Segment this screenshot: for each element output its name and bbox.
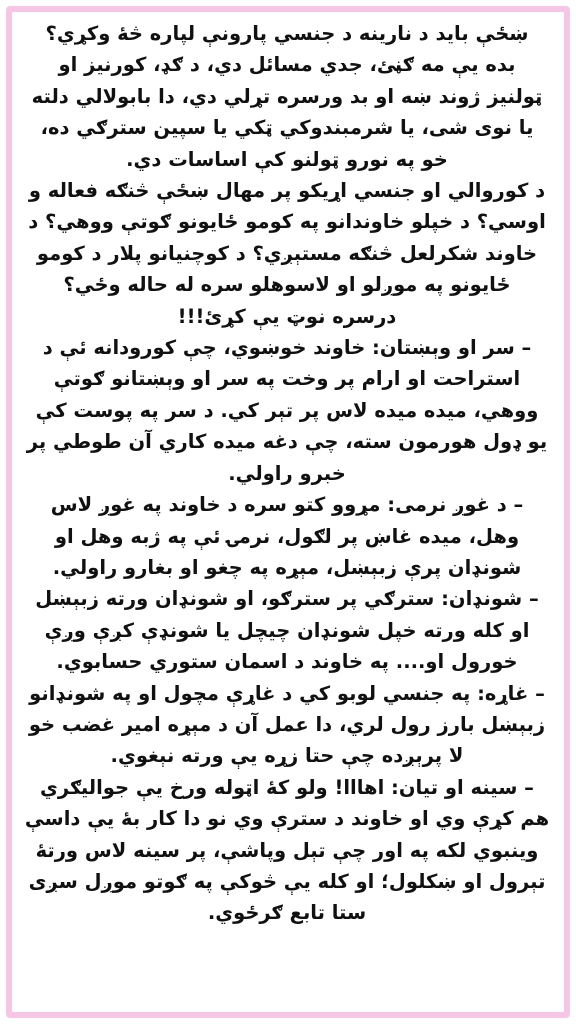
text-line: استراحت او ارام پر وخت په سر او وېښتانو ګوتې [53, 367, 521, 391]
text-line: یو ډول هورمون سته، چې دغه میده کاري آن طوطي پر [26, 430, 548, 454]
text-line: تېرول او ښکلول؛ او کله یې څوکې په ګوتو موږل سږی [28, 869, 546, 893]
text-line: شونډان پرې زبېښل، مېړه په چغو او بغارو راولي. [52, 555, 522, 579]
text-line: – شونډان: سترګي پر سترګو، او شونډان ورته زبېښل [35, 587, 539, 611]
text-line: هم کړې وي او خاوند د سترې وي نو دا کار بۀ یې داسې [24, 807, 550, 831]
text-line: ستا تابع ګرځوي. [207, 901, 367, 925]
page-border [6, 6, 570, 1018]
text-line: ټولنیز ژوند ښه او بد ورسره تړلي دي، دا بابولالي دلته [31, 84, 543, 108]
article-text [24, 18, 550, 929]
text-line: ځایونو په موږلو او لاسوهلو سره له حاله وځي؟ [63, 273, 511, 297]
text-line: – سینه او تیان: اهااا! ولو کۀ اټوله ورخ یې جوالیګري [40, 775, 534, 799]
text-line: – د غوږ نرمی: مړوو کتو سره د خاوند په غوږ لاس [50, 493, 524, 517]
text-line: خورول او.... په خاوند د اسمان ستوري حسابوي. [56, 650, 518, 674]
text-line: زبېښل بارز رول لري، دا عمل آن د مېړه امیر غضب خو [28, 712, 546, 736]
text-line: ښځې باید د نارینه د جنسي پارونې لپاره څۀ وکړي؟ [45, 22, 529, 45]
text-line: درسره نوټ یې کړئ!!! [177, 304, 397, 328]
text-line: او کله ورته خپل شونډان چیچل یا شونډې کږې وږې [44, 618, 530, 642]
text-line: – سر او وېښتان: خاوند خوښوي، چې کورودانه ئې د [42, 336, 532, 360]
text-line: خو په نورو ټولنو کې اساسات دي. [126, 147, 448, 171]
text-line: د کوروالي او جنسي اړیکو پر مهال ښځې څنګه فعاله و [28, 179, 546, 203]
text-line: – غاړه: په جنسي لوبو کي د غاړې مچول او په شونډانو [29, 681, 545, 705]
text-line: وینبوي لکه په اور چې تېل وپاشې، پر سینه لاس ورتۀ [35, 838, 539, 862]
text-line: ووهي، میده میده لاس پر تېر کي. د سر په پوست کې [35, 398, 539, 422]
text-line: اوسي؟ د خپلو خاوندانو په کومو ځایونو ګوتې ووهي؟ د [28, 210, 546, 234]
text-line: خبرو راولي. [228, 461, 346, 485]
text-line: وهل، میده غاښ پر لګول، نرمۍ ئې په ژبه وهل او [54, 524, 520, 548]
text-line: خاوند شکرلعل څنګه مستېږي؟ د کوچنیانو پلار د کومو [36, 241, 538, 265]
text-line: لا پرېږده چې حتا زړه یې ورته نېغوي. [110, 744, 464, 768]
text-line: یا نوی شی، یا شرمبندوکي ټکي یا سپین سترګي ده، [40, 116, 534, 140]
text-line: بده یې مه ګڼئ، جدي مسائل دي، د ګډ، کورنیز او [58, 53, 516, 77]
